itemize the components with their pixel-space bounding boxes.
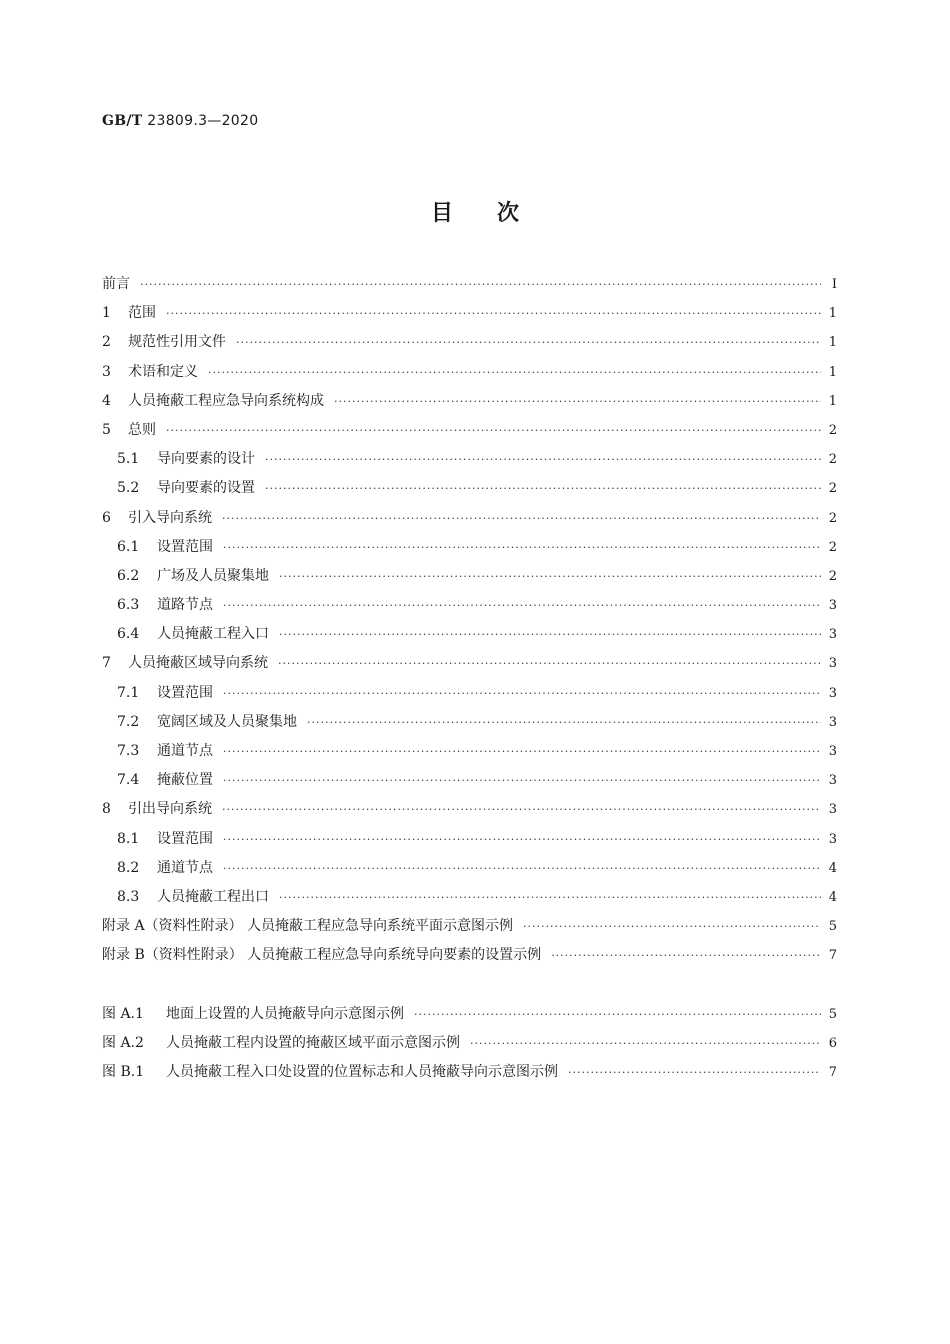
- dot-leader: [279, 628, 821, 641]
- entry-label: 地面上设置的人员掩蔽导向示意图示例: [166, 1006, 404, 1022]
- entry-number: 6.4: [117, 626, 140, 643]
- entry-page-number: 2: [828, 539, 837, 555]
- entry-label: 广场及人员聚集地: [157, 567, 269, 584]
- standard-number: 23809.3—2020: [147, 113, 259, 129]
- entry-page-number: 7: [828, 948, 837, 964]
- dot-leader: [223, 833, 821, 846]
- document-header: [102, 113, 258, 129]
- entry-label: 附录 B（资料性附录） 人员掩蔽工程应急导向系统导向要素的设置示例: [102, 947, 542, 964]
- entry-label: 范围: [128, 305, 156, 322]
- dot-leader: [223, 745, 821, 758]
- entry-label: 宽阔区域及人员聚集地: [157, 713, 297, 730]
- toc-entry[interactable]: [102, 857, 837, 886]
- dot-leader: [279, 891, 821, 904]
- entry-label: 引出导向系统: [128, 801, 212, 818]
- dot-leader: [265, 482, 821, 495]
- entry-number: 图 B.1: [102, 1064, 145, 1081]
- entry-page-number: 2: [828, 568, 837, 584]
- entry-label: 人员掩蔽区域导向系统: [128, 655, 268, 672]
- entry-number: 图 A.1: [102, 1006, 144, 1022]
- dot-leader: [223, 687, 821, 700]
- entry-page-number: Ⅰ: [831, 277, 837, 292]
- toc-entry[interactable]: [102, 302, 837, 331]
- entry-page-number: 1: [828, 364, 837, 380]
- dot-leader: [222, 512, 821, 525]
- toc-entry[interactable]: [102, 507, 837, 536]
- entry-number: 2: [102, 334, 111, 351]
- entry-number: 6: [102, 509, 111, 526]
- toc-entry[interactable]: [102, 798, 837, 827]
- entry-page-number: 2: [828, 452, 837, 468]
- entry-label: 人员掩蔽工程应急导向系统构成: [128, 392, 324, 409]
- entry-number: 5.1: [117, 451, 140, 468]
- entry-page-number: 3: [828, 831, 837, 847]
- entry-page-number: 4: [828, 889, 837, 905]
- entry-page-number: 2: [828, 481, 837, 497]
- entry-page-number: 3: [828, 656, 837, 672]
- entry-page-number: 3: [828, 685, 837, 701]
- entry-label: 附录 A（资料性附录） 人员掩蔽工程应急导向系统平面示意图示例: [102, 918, 514, 935]
- entry-number: 7.4: [117, 772, 140, 789]
- dot-leader: [523, 920, 821, 933]
- figure-entry[interactable]: [102, 1061, 837, 1090]
- entry-number: 5.2: [117, 480, 140, 497]
- entry-label: 人员掩蔽工程入口处设置的位置标志和人员掩蔽导向示意图示例: [166, 1064, 558, 1081]
- toc-entry[interactable]: [102, 769, 837, 798]
- entry-number: 7.3: [117, 743, 140, 759]
- standard-prefix: GB/T: [102, 113, 143, 129]
- dot-leader: [223, 862, 821, 875]
- entry-page-number: 3: [828, 598, 837, 614]
- entry-page-number: 3: [828, 714, 837, 730]
- table-of-contents: [102, 273, 837, 974]
- dot-leader: [551, 949, 821, 962]
- toc-entry[interactable]: [102, 652, 837, 681]
- entry-page-number: 2: [828, 422, 837, 438]
- dot-leader: [223, 541, 821, 554]
- toc-entry[interactable]: [102, 623, 837, 652]
- entry-page-number: 5: [828, 919, 837, 935]
- entry-label: 掩蔽位置: [157, 772, 213, 789]
- entry-page-number: 7: [828, 1065, 837, 1081]
- toc-entry[interactable]: [102, 331, 837, 360]
- entry-label: 通道节点: [157, 859, 213, 876]
- dot-leader: [166, 307, 821, 320]
- entry-number: 8.1: [117, 830, 140, 847]
- figure-entry[interactable]: [102, 1032, 837, 1061]
- entry-label: 术语和定义: [128, 363, 198, 380]
- toc-entry[interactable]: [102, 536, 837, 565]
- dot-leader: [414, 1008, 821, 1021]
- toc-entry[interactable]: [102, 361, 837, 390]
- dot-leader: [223, 774, 821, 787]
- dot-leader: [265, 453, 821, 466]
- entry-label: 设置范围: [157, 684, 213, 701]
- toc-entry[interactable]: [102, 273, 837, 302]
- entry-page-number: 1: [828, 306, 837, 322]
- entry-number: 8.3: [117, 888, 140, 905]
- entry-number: 3: [102, 363, 111, 380]
- figure-entry[interactable]: [102, 1003, 837, 1032]
- entry-number: 7.2: [117, 713, 140, 730]
- toc-entry[interactable]: [102, 565, 837, 594]
- toc-entry[interactable]: [102, 711, 837, 740]
- entry-label: 设置范围: [157, 830, 213, 847]
- toc-entry[interactable]: [102, 828, 837, 857]
- entry-page-number: 3: [828, 773, 837, 789]
- dot-leader: [334, 395, 821, 408]
- entry-number: 6.2: [117, 567, 140, 584]
- toc-entry[interactable]: [102, 915, 837, 944]
- entry-number: 7.1: [117, 684, 140, 701]
- toc-entry[interactable]: [102, 740, 837, 769]
- entry-label: 导向要素的设置: [157, 480, 255, 497]
- dot-leader: [223, 599, 821, 612]
- page-title: 目次: [430, 201, 563, 226]
- entry-label: 总则: [128, 421, 156, 438]
- dot-leader: [278, 657, 821, 670]
- entry-page-number: 4: [828, 860, 837, 876]
- dot-leader: [208, 366, 821, 379]
- entry-label: 规范性引用文件: [128, 334, 226, 351]
- entry-number: 5: [102, 421, 111, 438]
- dot-leader: [307, 716, 821, 729]
- entry-page-number: 3: [828, 802, 837, 818]
- toc-entry[interactable]: [102, 419, 837, 448]
- entry-page-number: 5: [828, 1007, 837, 1022]
- toc-entry[interactable]: [102, 944, 837, 973]
- entry-number: 4: [102, 392, 111, 409]
- dot-leader: [279, 570, 821, 583]
- entry-page-number: 3: [828, 627, 837, 643]
- dot-leader: [222, 803, 821, 816]
- entry-page-number: 2: [828, 510, 837, 526]
- toc-entry[interactable]: [102, 390, 837, 419]
- entry-label: 导向要素的设计: [157, 451, 255, 468]
- entry-label: 设置范围: [157, 538, 213, 555]
- entry-number: 6.3: [117, 597, 140, 614]
- entry-page-number: 1: [828, 393, 837, 409]
- entry-number: 8: [102, 801, 111, 818]
- dot-leader: [140, 278, 821, 291]
- figure-list: [102, 1003, 837, 1091]
- entry-number: 8.2: [117, 859, 140, 876]
- toc-entry[interactable]: [102, 682, 837, 711]
- entry-number: 图 A.2: [102, 1035, 144, 1052]
- entry-number: 1: [102, 305, 111, 322]
- dot-leader: [470, 1037, 821, 1050]
- entry-label: 道路节点: [157, 597, 213, 614]
- dot-leader: [236, 336, 821, 349]
- entry-number: 7: [102, 655, 111, 672]
- entry-label: 通道节点: [157, 743, 213, 759]
- dot-leader: [166, 424, 821, 437]
- entry-page-number: 1: [828, 335, 837, 351]
- toc-entry[interactable]: [102, 886, 837, 915]
- entry-label: 引入导向系统: [128, 509, 212, 526]
- entry-number: 6.1: [117, 538, 140, 555]
- entry-label: 人员掩蔽工程内设置的掩蔽区域平面示意图示例: [166, 1035, 460, 1052]
- toc-entry[interactable]: [102, 477, 837, 506]
- entry-label: 人员掩蔽工程入口: [157, 626, 269, 643]
- entry-label: 人员掩蔽工程出口: [157, 888, 269, 905]
- toc-entry[interactable]: [102, 448, 837, 477]
- entry-page-number: 3: [828, 744, 837, 759]
- entry-page-number: 6: [828, 1036, 837, 1052]
- dot-leader: [568, 1066, 821, 1079]
- entry-label: 前言: [102, 276, 130, 292]
- toc-entry[interactable]: [102, 594, 837, 623]
